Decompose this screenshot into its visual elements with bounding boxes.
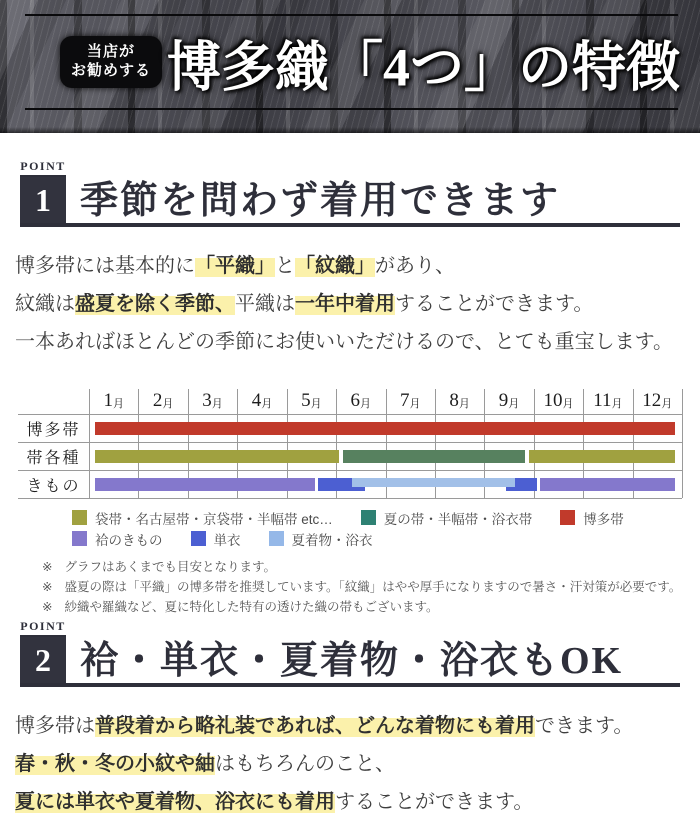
text-segment: することができます。 xyxy=(395,293,594,315)
month-number: 4 xyxy=(251,389,262,411)
hero-top-rule xyxy=(25,14,678,16)
text-segment: があり、 xyxy=(375,255,455,277)
page-title: 博多織「4つ」の特徴 xyxy=(167,37,680,98)
row-label: きもの xyxy=(26,477,81,495)
month-suffix: 月 xyxy=(458,397,470,410)
chart-gridline-horizontal xyxy=(18,414,682,415)
month-number: 3 xyxy=(202,389,212,411)
legend-label: 袋帯・名古屋帯・京袋帯・半幅帯 etc… xyxy=(95,511,333,527)
month-suffix: 月 xyxy=(409,397,421,410)
note-text: グラフはあくまでも目安となります。 xyxy=(64,560,276,574)
row-label: 博多帯 xyxy=(26,421,81,439)
month-label xyxy=(534,388,583,413)
text-segment: と xyxy=(275,255,295,277)
legend-item xyxy=(560,508,624,528)
point1-label: POINT xyxy=(20,159,66,177)
text-line xyxy=(15,285,680,323)
gantt-bar-summer_obi xyxy=(343,450,525,463)
text-segment: することができます。 xyxy=(335,791,534,813)
legend-label: 夏着物・浴衣 xyxy=(291,532,373,548)
month-number: 6 xyxy=(350,389,361,411)
month-number: 9 xyxy=(498,389,509,411)
text-segment: 一本あればほとんどの季節にお使いいただけるので、とても重宝します。 xyxy=(15,331,673,353)
month-number: 12 xyxy=(642,389,662,411)
legend-label: 単衣 xyxy=(213,532,241,548)
chart-gridline-horizontal xyxy=(18,470,682,471)
month-suffix: 月 xyxy=(211,397,223,410)
month-label xyxy=(287,388,336,413)
month-label xyxy=(435,388,484,413)
legend-item xyxy=(361,508,533,528)
month-number: 11 xyxy=(593,389,612,411)
legend-swatch xyxy=(361,510,376,525)
legend-item xyxy=(72,529,163,549)
legend-swatch xyxy=(269,531,284,546)
gantt-bar-obi_various xyxy=(529,450,675,463)
legend-item xyxy=(269,529,373,549)
month-label xyxy=(237,388,286,413)
text-segment: 一年中着用 xyxy=(295,293,395,315)
month-suffix: 月 xyxy=(310,397,322,410)
point1-body xyxy=(15,247,680,361)
month-number: 8 xyxy=(449,389,459,411)
month-number: 5 xyxy=(301,389,311,411)
text-line xyxy=(15,247,680,285)
legend-label: 博多帯 xyxy=(583,511,624,527)
text-segment: 「平織」 xyxy=(195,255,275,277)
text-line xyxy=(15,707,680,745)
month-label xyxy=(89,388,138,413)
season-gantt-chart xyxy=(18,388,682,499)
hero-bottom-rule xyxy=(25,108,678,110)
legend-item xyxy=(72,508,333,528)
point2-heading xyxy=(20,619,680,687)
chart-gridline-horizontal xyxy=(18,442,682,443)
month-number: 2 xyxy=(152,389,163,411)
note-line xyxy=(42,557,700,577)
text-segment: 夏には単衣や夏着物、浴衣にも着用 xyxy=(15,791,335,813)
month-number: 7 xyxy=(399,389,410,411)
hero-banner xyxy=(0,0,700,133)
month-suffix: 月 xyxy=(261,397,273,410)
shop-recommend-badge xyxy=(60,36,162,88)
month-suffix: 月 xyxy=(360,397,372,410)
month-suffix: 月 xyxy=(562,397,574,410)
month-label xyxy=(336,388,385,413)
month-suffix: 月 xyxy=(162,397,174,410)
badge-line-2: お勧めする xyxy=(70,63,151,79)
note-text: 紗織や羅織など、夏に特化した特有の透けた織の帯もございます。 xyxy=(64,600,439,614)
month-label xyxy=(188,388,237,413)
text-segment: 平織は xyxy=(235,293,295,315)
gantt-bar-awase xyxy=(95,478,315,491)
gantt-bar-natsu_kimono xyxy=(352,478,515,487)
month-suffix: 月 xyxy=(661,397,673,410)
row-label: 帯各種 xyxy=(26,449,81,467)
month-suffix: 月 xyxy=(112,397,124,410)
note-mark: ※ xyxy=(42,580,53,594)
month-suffix: 月 xyxy=(508,397,520,410)
legend-swatch xyxy=(191,531,206,546)
month-label xyxy=(583,388,632,413)
month-label xyxy=(386,388,435,413)
chart-gridline-vertical xyxy=(682,389,683,498)
text-segment: 博多帯には基本的に xyxy=(15,255,195,277)
text-segment: 紋織は xyxy=(15,293,75,315)
chart-legend xyxy=(72,507,700,549)
point1-section xyxy=(0,159,700,361)
text-line xyxy=(15,323,680,361)
month-number: 10 xyxy=(543,389,563,411)
note-line xyxy=(42,577,700,597)
text-segment: 「紋織」 xyxy=(295,255,375,277)
note-text: 盛夏の際は「平織」の博多帯を推奨しています。「紋織」はやや厚手になりますので暑さ・汗対策が必要です。 xyxy=(64,580,682,594)
note-mark: ※ xyxy=(42,560,53,574)
badge-line-1: 当店が xyxy=(86,43,135,60)
month-label xyxy=(138,388,187,413)
text-segment: 普段着から略礼装であれば、どんな着物にも着用 xyxy=(95,715,535,737)
chart-notes xyxy=(42,557,700,617)
legend-swatch xyxy=(72,531,87,546)
legend-swatch xyxy=(72,510,87,525)
text-segment: 盛夏を除く季節、 xyxy=(75,293,235,315)
month-suffix: 月 xyxy=(611,397,623,410)
point2-number: 2 xyxy=(20,637,66,683)
legend-swatch xyxy=(560,510,575,525)
point2-body xyxy=(15,707,680,821)
legend-row xyxy=(72,528,700,549)
point2-title: 袷・単衣・夏着物・浴衣もOK xyxy=(80,640,624,682)
text-segment: 春・秋・冬の小紋や紬 xyxy=(15,753,215,775)
month-label xyxy=(484,388,533,413)
point2-label: POINT xyxy=(20,619,66,637)
text-line xyxy=(15,745,680,783)
legend-label: 夏の帯・半幅帯・浴衣帯 xyxy=(383,511,533,527)
point1-badge xyxy=(20,159,66,223)
point1-number: 1 xyxy=(20,177,66,223)
legend-item xyxy=(191,529,241,549)
gantt-bar-hakata_obi xyxy=(95,422,675,435)
month-label xyxy=(633,388,682,413)
note-mark: ※ xyxy=(42,600,53,614)
point2-section xyxy=(0,619,700,821)
chart-gridline-horizontal xyxy=(18,498,682,499)
text-segment: はもちろんのこと、 xyxy=(215,753,395,775)
gantt-bar-awase xyxy=(540,478,675,491)
point1-title: 季節を問わず着用できます xyxy=(80,180,561,222)
gantt-bar-obi_various xyxy=(95,450,339,463)
point1-heading xyxy=(20,159,680,227)
note-line xyxy=(42,597,700,617)
legend-label: 袷のきもの xyxy=(95,532,163,548)
text-segment: 博多帯は xyxy=(15,715,95,737)
text-segment: できます。 xyxy=(535,715,634,737)
text-line xyxy=(15,783,680,821)
legend-row xyxy=(72,507,700,528)
season-chart-section xyxy=(0,388,700,617)
point2-badge xyxy=(20,619,66,683)
month-number: 1 xyxy=(103,389,113,411)
